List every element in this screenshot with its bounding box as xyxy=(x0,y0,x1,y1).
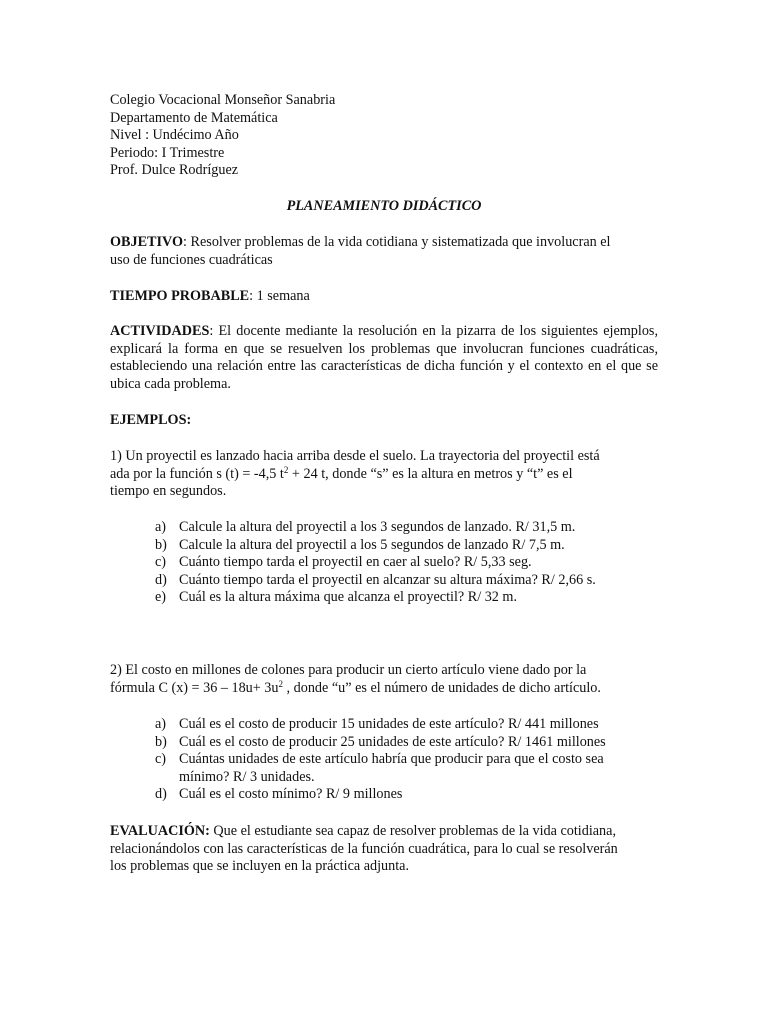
ejemplos-heading xyxy=(110,412,660,430)
example-1-formula: ada por la función s (t) = -4,5 t xyxy=(110,465,284,482)
objetivo-line-2: uso de funciones cuadráticas xyxy=(110,251,273,268)
list-item-text: Cuál es el costo de producir 25 unidades de este artículo? R/ 1461 millones xyxy=(179,733,606,750)
list-marker: d) xyxy=(155,786,167,803)
actividades-text: : El docente mediante la resolución en la pizarra de los siguientes ejemplos, explicará la forma en que se resuelven los problemas que involucran funciones cuadráticas, estableciendo una relación entre las características de dicha función y el contexto en el que se ubica cada problema. xyxy=(110,323,658,392)
list-item-text: Calcule la altura del proyectil a los 5 segundos de lanzado R/ 7,5 m. xyxy=(179,536,565,553)
period: Periodo: I Trimestre xyxy=(110,144,225,161)
example-1-line-1: 1) Un proyectil es lanzado hacia arriba desde el suelo. La trayectoria del proyectil está xyxy=(110,448,600,464)
list-item-text: Cuál es el costo de producir 15 unidades de este artículo? R/ 441 millones xyxy=(179,716,599,732)
list-marker: b) xyxy=(155,536,167,553)
tiempo-line xyxy=(110,288,660,306)
example-1-line-2 xyxy=(110,466,660,484)
list-marker: c) xyxy=(155,554,167,571)
tiempo-label: TIEMPO PROBABLE xyxy=(110,288,250,304)
tiempo-text: : 1 semana xyxy=(249,288,310,304)
list-item xyxy=(155,734,655,752)
list-item-text: Cuánto tiempo tarda el proyectil en alcanzar su altura máxima? R/ 2,66 s. xyxy=(179,571,596,588)
example-1-questions xyxy=(155,519,655,607)
school-name: Colegio Vocacional Monseñor Sanabria xyxy=(110,92,336,108)
list-item xyxy=(155,572,655,590)
example-1-formula-rest: + 24 t, donde “s” es la altura en metros y “t” es el xyxy=(288,465,573,482)
example-1-exponent: 2 xyxy=(283,464,289,475)
list-marker: a) xyxy=(155,519,167,535)
list-item xyxy=(155,751,655,786)
actividades-label: ACTIVIDADES xyxy=(110,323,210,339)
example-2-questions xyxy=(155,716,655,804)
example-1-statement xyxy=(110,448,660,501)
evaluacion-line-1 xyxy=(110,823,660,841)
example-2-exponent: 2 xyxy=(278,678,283,689)
evaluacion-line-2: relacionándolos con las características de la función cuadrática, para lo cual se resolverán xyxy=(110,840,618,857)
list-item-text: Cuántas unidades de este artículo habría que producir para que el costo sea xyxy=(179,751,604,768)
actividades-section xyxy=(110,323,658,393)
list-marker: a) xyxy=(155,716,167,732)
evaluacion-section xyxy=(110,823,660,876)
evaluacion-label: EVALUACIÓN: xyxy=(110,823,210,839)
list-marker: b) xyxy=(155,733,167,750)
objetivo-text: : Resolver problemas de la vida cotidiana y sistematizada que involucran el xyxy=(183,234,611,250)
list-item xyxy=(155,716,655,734)
example-1-line-3: tiempo en segundos. xyxy=(110,483,227,500)
example-2-line-2 xyxy=(110,680,660,698)
tiempo-section xyxy=(110,288,660,306)
level: Nivel : Undécimo Año xyxy=(110,127,239,144)
list-item-text: Calcule la altura del proyectil a los 3 segundos de lanzado. R/ 31,5 m. xyxy=(179,519,576,535)
objetivo-section xyxy=(110,234,660,269)
list-marker: c) xyxy=(155,751,167,768)
page-title: PLANEAMIENTO DIDÁCTICO xyxy=(286,198,482,214)
objetivo-label: OBJETIVO xyxy=(110,234,184,250)
list-item-text: Cuál es el costo mínimo? R/ 9 millones xyxy=(179,786,403,803)
document-header xyxy=(110,92,660,180)
list-item xyxy=(155,537,655,555)
list-item xyxy=(155,589,655,607)
ejemplos-heading-text: EJEMPLOS: xyxy=(110,412,192,428)
teacher: Prof. Dulce Rodríguez xyxy=(110,162,239,179)
list-item-text: Cuánto tiempo tarda el proyectil en caer al suelo? R/ 5,33 seg. xyxy=(179,554,532,571)
evaluacion-text: Que el estudiante sea capaz de resolver problemas de la vida cotidiana, xyxy=(209,823,616,839)
department: Departamento de Matemática xyxy=(110,109,278,126)
example-2-formula: fórmula C (x) = 36 – 18u+ 3u xyxy=(110,679,279,696)
list-item xyxy=(155,554,655,572)
example-2-formula-rest: , donde “u” es el número de unidades de dicho artículo. xyxy=(283,679,601,696)
list-marker: d) xyxy=(155,571,167,588)
list-item xyxy=(155,519,655,537)
list-marker: e) xyxy=(155,589,167,606)
objetivo-line-1 xyxy=(110,234,660,252)
list-item xyxy=(155,786,655,804)
evaluacion-line-3: los problemas que se incluyen en la práctica adjunta. xyxy=(110,858,410,875)
example-2-statement xyxy=(110,662,660,697)
list-item-text-continued: mínimo? R/ 3 unidades. xyxy=(179,768,315,785)
list-item-text: Cuál es la altura máxima que alcanza el proyectil? R/ 32 m. xyxy=(179,589,518,606)
example-2-line-1: 2) El costo en millones de colones para producir un cierto artículo viene dado por la xyxy=(110,662,587,678)
